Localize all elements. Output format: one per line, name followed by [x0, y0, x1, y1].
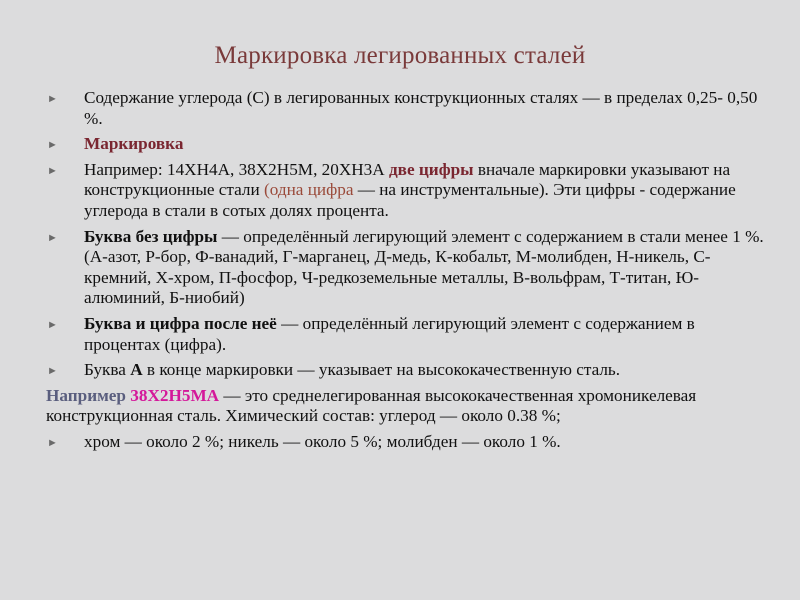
- bullet-item-carbon-content: [46, 88, 766, 129]
- item-text-part: Буква: [84, 360, 131, 380]
- item-text-part: в конце маркировки — указывает на высококачественную сталь.: [142, 360, 621, 380]
- example-steel-code: 38Х2Н5МА: [130, 385, 220, 405]
- item-text-part: вначале маркировки указывают на конструкционные стали: [84, 159, 731, 200]
- two-digits-emphasis: две цифры: [388, 159, 474, 179]
- slide-body: [46, 88, 766, 458]
- bullet-item-example-grades: [46, 160, 766, 222]
- example-text: — это среднелегированная высококачественная хромоникелевая конструкционная сталь. Химический состав: углерод — около 0.38 %;: [46, 385, 697, 426]
- bullet-arrow-icon: ►: [47, 231, 58, 244]
- bullet-arrow-icon: ►: [47, 365, 58, 378]
- bullet-arrow-icon: ►: [47, 318, 58, 331]
- one-digit-emphasis: (одна цифра: [264, 180, 354, 200]
- bullet-arrow-icon: ►: [47, 139, 58, 152]
- item-text: хром — около 2 %; никель — около 5 %; молибден — около 1 %.: [84, 431, 561, 451]
- item-text-part: — определённый легирующий элемент с содержанием в процентах (цифра).: [84, 313, 695, 354]
- item-text-part: — на инструментальные). Эти цифры - содержание углерода в стали в сотых долях процента.: [84, 180, 736, 220]
- slide-title: Маркировка легированных сталей: [214, 42, 586, 69]
- bullet-item-composition: [46, 432, 766, 453]
- bullet-item-letter-a: [46, 360, 766, 381]
- item-bold-term: Буква без цифры: [84, 226, 218, 246]
- bullet-item-marking-heading: [46, 134, 766, 155]
- item-text: Содержание углерода (С) в легированных конструкционных сталях — в пределах 0,25- 0,50 %.: [84, 88, 758, 128]
- item-text-part: Например: 14ХН4А, 38Х2Н5М, 20ХН3А: [84, 159, 389, 179]
- example-paragraph: [46, 386, 766, 427]
- bullet-arrow-icon: ►: [47, 436, 58, 449]
- item-bold-term: Буква и цифра после неё: [84, 313, 277, 333]
- bullet-item-letter-without-digit: [46, 227, 766, 309]
- bullet-arrow-icon: ►: [47, 93, 58, 105]
- bullet-arrow-icon: ►: [47, 164, 58, 177]
- letter-a-emphasis: А: [130, 360, 143, 380]
- item-text-part: — определённый легирующий элемент с содержанием в стали менее 1 %.(А-азот, Р-бор, Ф-ванадий, Г-марганец, Д-медь, К-кобальт, М-молибден, Н-никель, С-кремний, Х-хром, П-фосфор, Ч-редкоземельные металлы, В-вольфрам, Т-титан, Ю-алюминий, Б-ниобий): [84, 226, 764, 308]
- example-label: Например: [46, 385, 131, 405]
- bullet-item-letter-with-digit: [46, 314, 766, 355]
- marking-heading: Маркировка: [84, 134, 184, 154]
